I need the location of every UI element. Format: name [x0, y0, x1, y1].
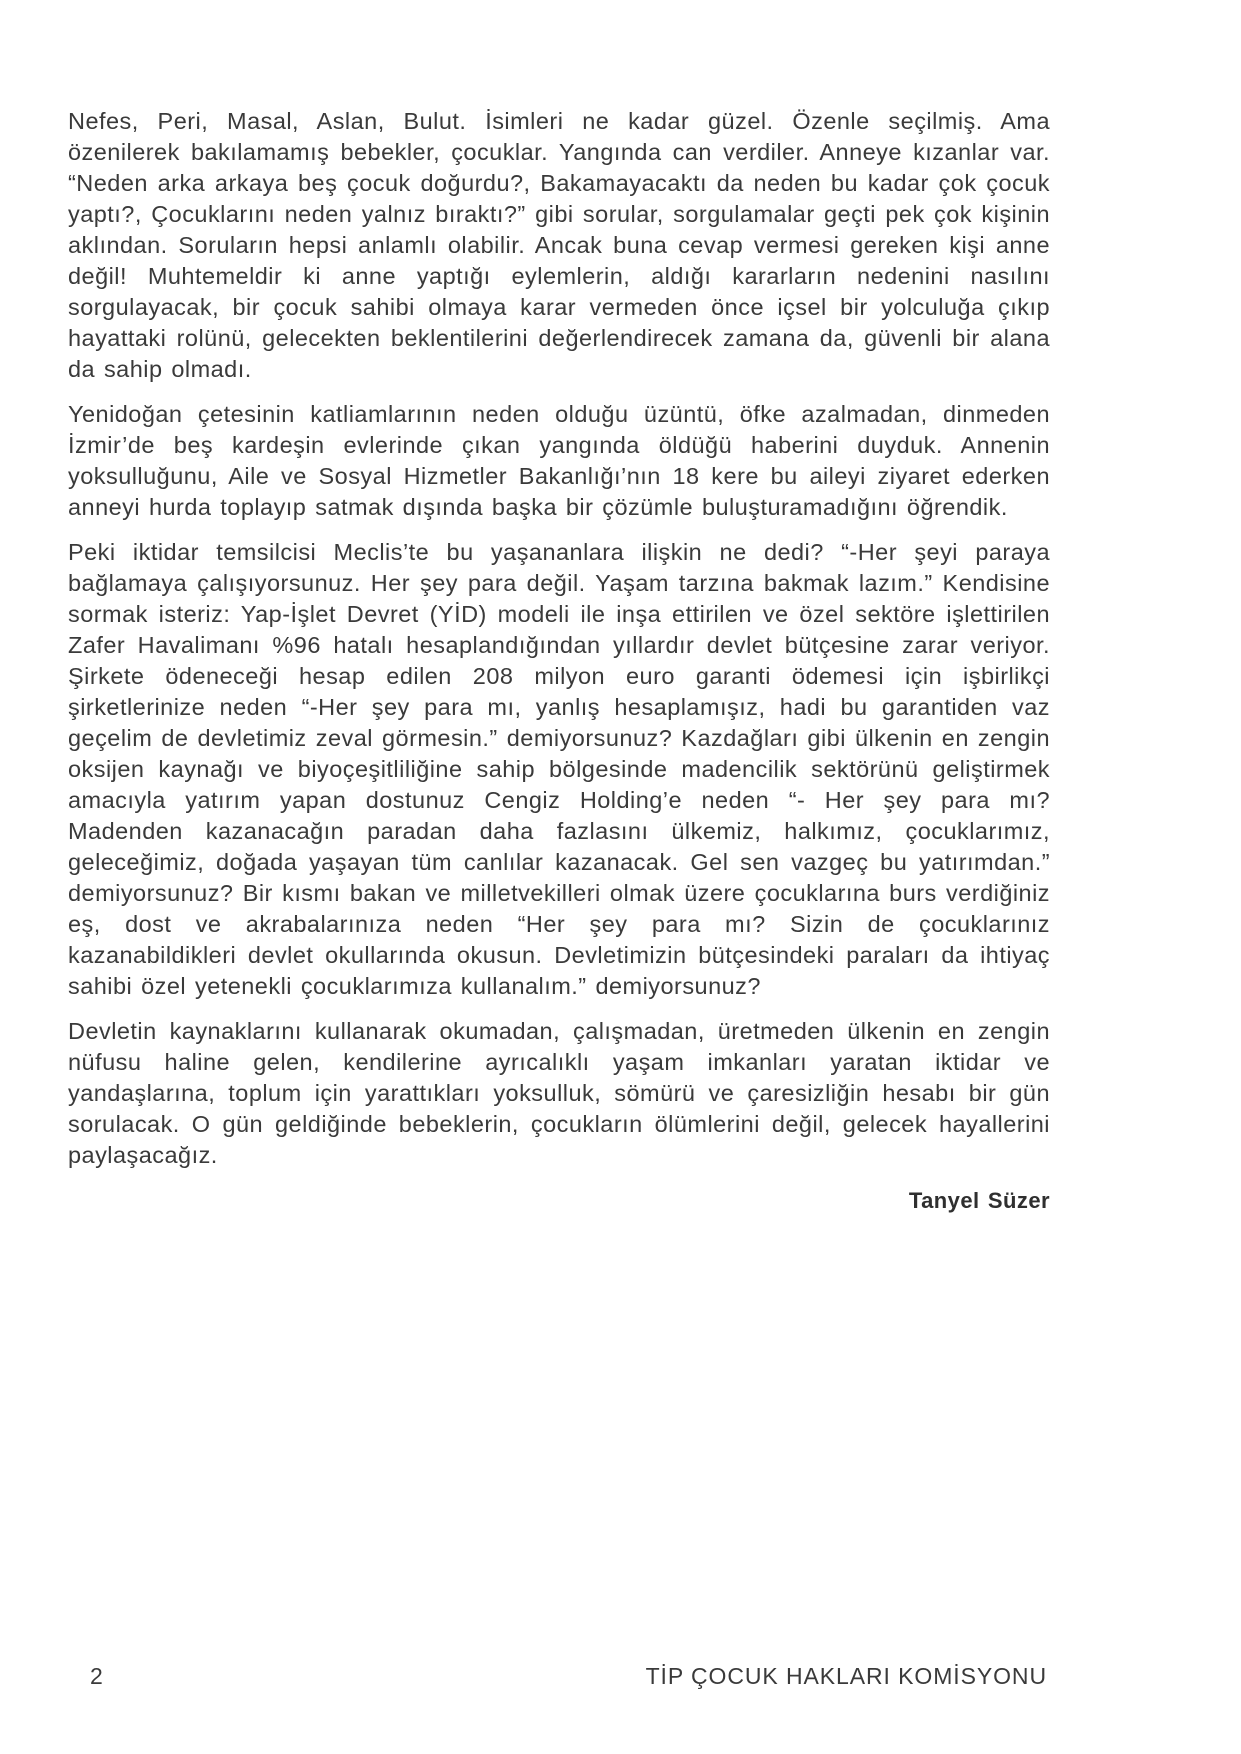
page-number: 2 [90, 1663, 104, 1689]
author-signature: Tanyel Süzer [908, 1188, 1050, 1213]
body-paragraph: Yenidoğan çetesinin katliamlarının neden olduğu üzüntü, öfke azalmadan, dinmeden İzmir’de beş kardeşin evlerinde çıkan yangında öldüğü haberini duyduk. Annenin yoksulluğunu, Aile ve Sosyal Hizmetler Bakanlığı’nın 18 kere bu aileyi ziyaret ederken anneyi hurda toplayıp satmak dışında başka bir çözümle buluşturamadığını öğrendik. [68, 401, 1050, 520]
article-body [68, 106, 1050, 1230]
footer-organization: TİP ÇOCUK HAKLARI KOMİSYONU [645, 1663, 1047, 1689]
body-paragraph: Devletin kaynaklarını kullanarak okumadan, çalışmadan, üretmeden ülkenin en zengin nüfusu haline gelen, kendilerine ayrıcalıklı yaşam imkanları yaratan iktidar ve yandaşlarına, toplum için yarattıkları yoksulluk, sömürü ve çaresizliğin hesabı bir gün sorulacak. O gün geldiğinde bebeklerin, çocukların ölümlerini değil, gelecek hayallerini paylaşacağız. [68, 1018, 1050, 1168]
page-footer [68, 1663, 1047, 1690]
body-paragraph: Nefes, Peri, Masal, Aslan, Bulut. İsimleri ne kadar güzel. Özenle seçilmiş. Ama özenilerek bakılamamış bebekler, çocuklar. Yangında can verdiler. Anneye kızanlar var. “Neden arka arkaya beş çocuk doğurdu?, Bakamayacaktı da neden bu kadar çok çocuk yaptı?, Çocuklarını neden yalnız bıraktı?” gibi sorular, sorgulamalar geçti pek çok kişinin aklından. Soruların hepsi anlamlı olabilir. Ancak buna cevap vermesi gereken kişi anne değil! Muhtemeldir ki anne yaptığı eylemlerin, aldığı kararların nedenini nasılını sorgulayacak, bir çocuk sahibi olmaya karar vermeden önce içsel bir yolculuğa çıkıp hayattaki rolünü, gelecekten beklentilerini değerlendirecek zamana da, güvenli bir alana da sahip olmadı. [68, 108, 1050, 382]
body-paragraph: Peki iktidar temsilcisi Meclis’te bu yaşananlara ilişkin ne dedi? “-Her şeyi paraya bağlamaya çalışıyorsunuz. Her şey para değil. Yaşam tarzına bakmak lazım.” Kendisine sormak isteriz: Yap-İşlet Devret (YİD) modeli ile inşa ettirilen ve özel sektöre işlettirilen Zafer Havalimanı %96 hatalı hesaplandığından yıllardır devlet bütçesine zarar veriyor. Şirkete ödeneceği hesap edilen 208 milyon euro garanti ödemesi için işbirlikçi şirketlerinize neden “-Her şey para mı, yanlış hesaplamışız, hadi bu garantiden vaz geçelim de devletimiz zeval görmesin.” demiyorsunuz? Kazdağları gibi ülkenin en zengin oksijen kaynağı ve biyoçeşitliliğine sahip bölgesinde madencilik sektörünü geliştirmek amacıyla yatırım yapan dostunuz Cengiz Holding’e neden “- Her şey para mı? Madenden kazanacağın paradan daha fazlasını ülkemiz, halkımız, çocuklarımız, geleceğimiz, doğada yaşayan tüm canlılar kazanacak. Gel sen vazgeç bu yatırımdan.” demiyorsunuz? Bir kısmı bakan ve milletvekilleri olmak üzere çocuklarına burs verdiğiniz eş, dost ve akrabalarınıza neden “Her şey para mı? Sizin de çocuklarınız kazanabildikleri devlet okullarında okusun. Devletimizin bütçesindeki paraları da ihtiyaç sahibi özel yetenekli çocuklarımıza kullanalım.” demiyorsunuz? [68, 539, 1050, 999]
